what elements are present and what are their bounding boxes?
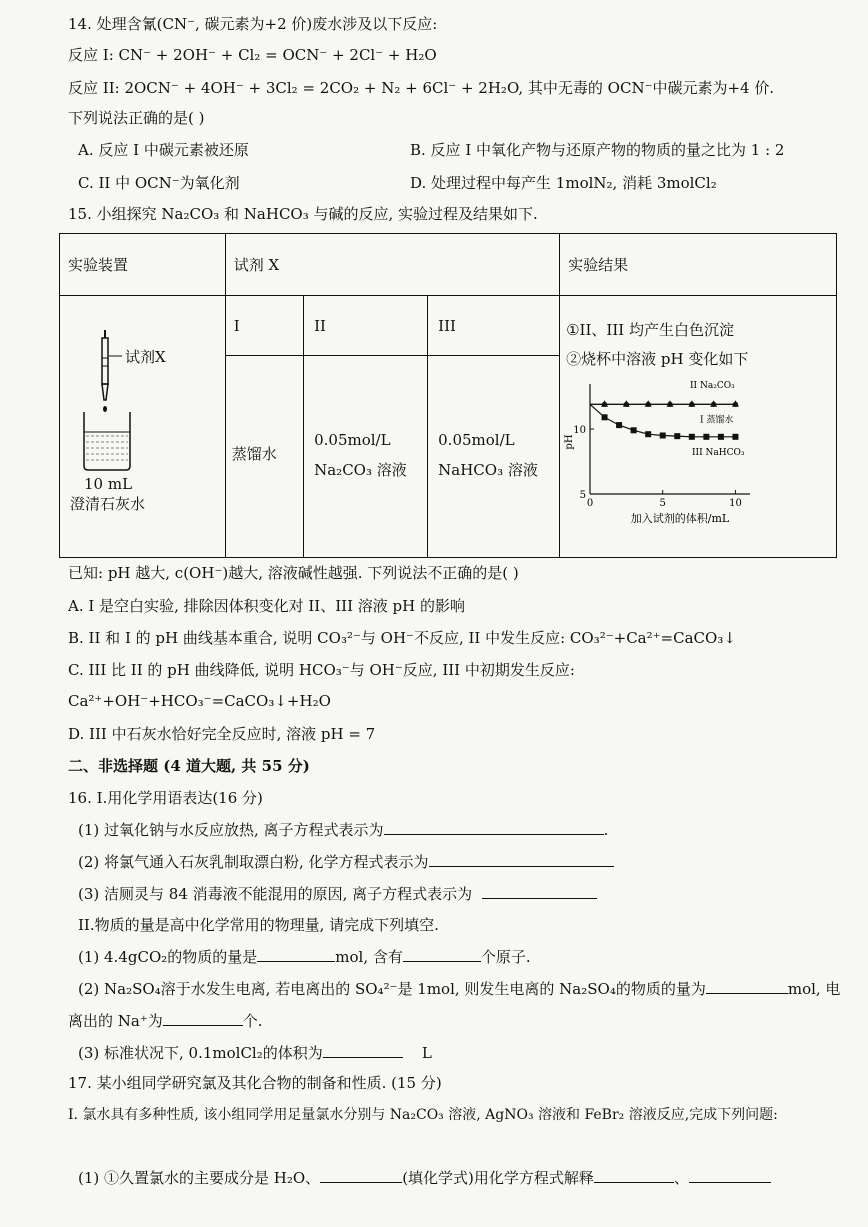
data-point bbox=[624, 402, 629, 407]
q16-ii-2: (2) Na₂SO₄溶于水发生电离, 若电离出的 SO₄²⁻是 1mol, 则发生电离的 Na₂SO₄的物质的量为 mol, 电 bbox=[78, 980, 841, 998]
answer-blank[interactable] bbox=[323, 1043, 403, 1058]
legend-nahco3: III NaHCO₃ bbox=[692, 447, 745, 458]
q17-part1: (1) ①久置氯水的主要成分是 H₂O、 (填化学式)用化学方程式解释 、 bbox=[78, 1168, 771, 1188]
data-point bbox=[689, 434, 695, 440]
q15-option-c-equation: Ca²⁺+OH⁻+HCO₃⁻=CaCO₃↓+H₂O bbox=[68, 692, 331, 710]
q14-reaction2: 反应 II: 2OCN⁻ + 4OH⁻ + 3Cl₂ = 2CO₂ + N₂ + 6Cl⁻ + 2H₂O, 其中无毒的 OCN⁻中碳元素为+4 价. bbox=[68, 79, 775, 97]
x-tick-label: 10 bbox=[729, 498, 742, 509]
q15-known: 已知: pH 越大, c(OH⁻)越大, 溶液碱性越强. 下列说法不正确的是( ) bbox=[68, 564, 519, 582]
col-iii: III bbox=[428, 296, 560, 356]
answer-blank[interactable] bbox=[706, 979, 788, 994]
header-reagent: 试剂 X bbox=[225, 234, 559, 296]
answer-blank[interactable] bbox=[429, 852, 614, 867]
q16-part2: (2) 将氯气通入石灰乳制取漂白粉, 化学方程式表示为 bbox=[78, 852, 614, 872]
q17-part-i: I. 氯水具有多种性质, 该小组同学用足量氯水分别与 Na₂CO₃ 溶液, AgNO₃ 溶液和 FeBr₂ 溶液反应,完成下列问题: bbox=[68, 1107, 778, 1123]
result-1: ①II、III 均产生白色沉淀 bbox=[566, 321, 734, 339]
data-point bbox=[733, 434, 739, 440]
ph-chart bbox=[564, 376, 834, 546]
legend-water: I 蒸馏水 bbox=[700, 415, 734, 426]
dropper-beaker-diagram bbox=[60, 296, 226, 558]
q14-option-d: D. 处理过程中每产生 1molN₂, 消耗 3molCl₂ bbox=[410, 174, 717, 192]
data-point bbox=[616, 422, 622, 428]
q15-option-b: B. II 和 I 的 pH 曲线基本重合, 说明 CO₃²⁻与 OH⁻不反应, II 中发生反应: CO₃²⁻+Ca²⁺=CaCO₃↓ bbox=[68, 629, 736, 647]
q16-part3: (3) 洁厕灵与 84 消毒液不能混用的原因, 离子方程式表示为 bbox=[78, 884, 597, 904]
answer-blank[interactable] bbox=[257, 947, 335, 962]
data-point bbox=[645, 431, 651, 437]
q15-option-d: D. III 中石灰水恰好完全反应时, 溶液 pH = 7 bbox=[68, 725, 376, 743]
section-heading: 二、非选择题 (4 道大题, 共 55 分) bbox=[68, 757, 310, 775]
data-point bbox=[668, 402, 673, 407]
data-point bbox=[689, 402, 694, 407]
apparatus-volume: 10 mL bbox=[84, 475, 133, 493]
data-point bbox=[703, 434, 709, 440]
x-tick-label: 5 bbox=[659, 498, 667, 509]
cell-nahco3: 0.05mol/L NaHCO₃ 溶液 bbox=[428, 356, 560, 558]
y-axis-label: pH bbox=[564, 434, 576, 450]
q16-ii-3: (3) 标准状况下, 0.1molCl₂的体积为 L bbox=[78, 1044, 432, 1062]
answer-blank[interactable] bbox=[482, 884, 597, 899]
col-i: I bbox=[225, 296, 303, 356]
q16-part-ii: II.物质的量是高中化学常用的物理量, 请完成下列填空. bbox=[78, 916, 439, 934]
cell-distilled-water: 蒸馏水 bbox=[225, 356, 303, 558]
data-point bbox=[718, 434, 724, 440]
y-tick-label: 5 bbox=[579, 490, 587, 501]
q16-title: 16. I.用化学用语表达(16 分) bbox=[68, 789, 263, 807]
y-tick-label: 10 bbox=[573, 425, 587, 436]
q14-option-c: C. II 中 OCN⁻为氧化剂 bbox=[78, 174, 240, 192]
experiment-table bbox=[59, 233, 837, 558]
data-point bbox=[646, 402, 651, 407]
result-2: ②烧杯中溶液 pH 变化如下 bbox=[566, 350, 749, 368]
q16-ii-1: (1) 4.4gCO₂的物质的量是 mol, 含有 个原子. bbox=[78, 948, 531, 966]
data-point bbox=[631, 427, 637, 433]
data-point bbox=[660, 433, 666, 439]
answer-blank[interactable] bbox=[403, 947, 481, 962]
header-result: 实验结果 bbox=[560, 234, 837, 296]
apparatus-cell bbox=[60, 296, 226, 558]
col-ii: II bbox=[304, 296, 428, 356]
x-axis-label: 加入试剂的体积/mL bbox=[630, 512, 730, 525]
legend-na2co3: II Na₂CO₃ bbox=[690, 381, 735, 391]
data-point bbox=[711, 402, 716, 407]
header-apparatus: 实验装置 bbox=[60, 234, 226, 296]
apparatus-solution: 澄清石灰水 bbox=[70, 495, 146, 513]
q16-ii-2-cont: 离出的 Na⁺为 个. bbox=[68, 1012, 263, 1030]
q14-stem: 14. 处理含氰(CN⁻, 碳元素为+2 价)废水涉及以下反应: bbox=[68, 15, 438, 33]
answer-blank[interactable] bbox=[594, 1168, 674, 1183]
q14-option-b: B. 反应 I 中氧化产物与还原产物的物质的量之比为 1 : 2 bbox=[410, 141, 785, 159]
q16-part1: (1) 过氧化钠与水反应放热, 离子方程式表示为 . bbox=[78, 821, 609, 839]
answer-blank[interactable] bbox=[320, 1168, 402, 1183]
answer-blank[interactable] bbox=[384, 820, 604, 835]
q15-stem: 15. 小组探究 Na₂CO₃ 和 NaHCO₃ 与碱的反应, 实验过程及结果如下. bbox=[68, 205, 538, 223]
data-point bbox=[733, 402, 738, 407]
data-point bbox=[602, 402, 607, 407]
answer-blank[interactable] bbox=[689, 1168, 771, 1183]
q14-question: 下列说法正确的是( ) bbox=[68, 109, 205, 127]
result-cell bbox=[560, 296, 837, 558]
q17-title: 17. 某小组同学研究氯及其化合物的制备和性质. (15 分) bbox=[68, 1074, 442, 1092]
q14-option-a: A. 反应 I 中碳元素被还原 bbox=[78, 141, 249, 159]
x-tick-label: 0 bbox=[586, 498, 594, 509]
q15-option-a: A. I 是空白实验, 排除因体积变化对 II、III 溶液 pH 的影响 bbox=[68, 597, 465, 615]
cell-na2co3: 0.05mol/L Na₂CO₃ 溶液 bbox=[304, 356, 428, 558]
apparatus-reagent-label: 试剂X bbox=[125, 348, 166, 366]
data-point bbox=[674, 433, 680, 439]
data-point bbox=[602, 414, 608, 420]
q14-reaction1: 反应 I: CN⁻ + 2OH⁻ + Cl₂ = OCN⁻ + 2Cl⁻ + H₂O bbox=[68, 46, 437, 64]
q15-option-c: C. III 比 II 的 pH 曲线降低, 说明 HCO₃⁻与 OH⁻反应, III 中初期发生反应: bbox=[68, 661, 575, 679]
answer-blank[interactable] bbox=[163, 1011, 243, 1026]
